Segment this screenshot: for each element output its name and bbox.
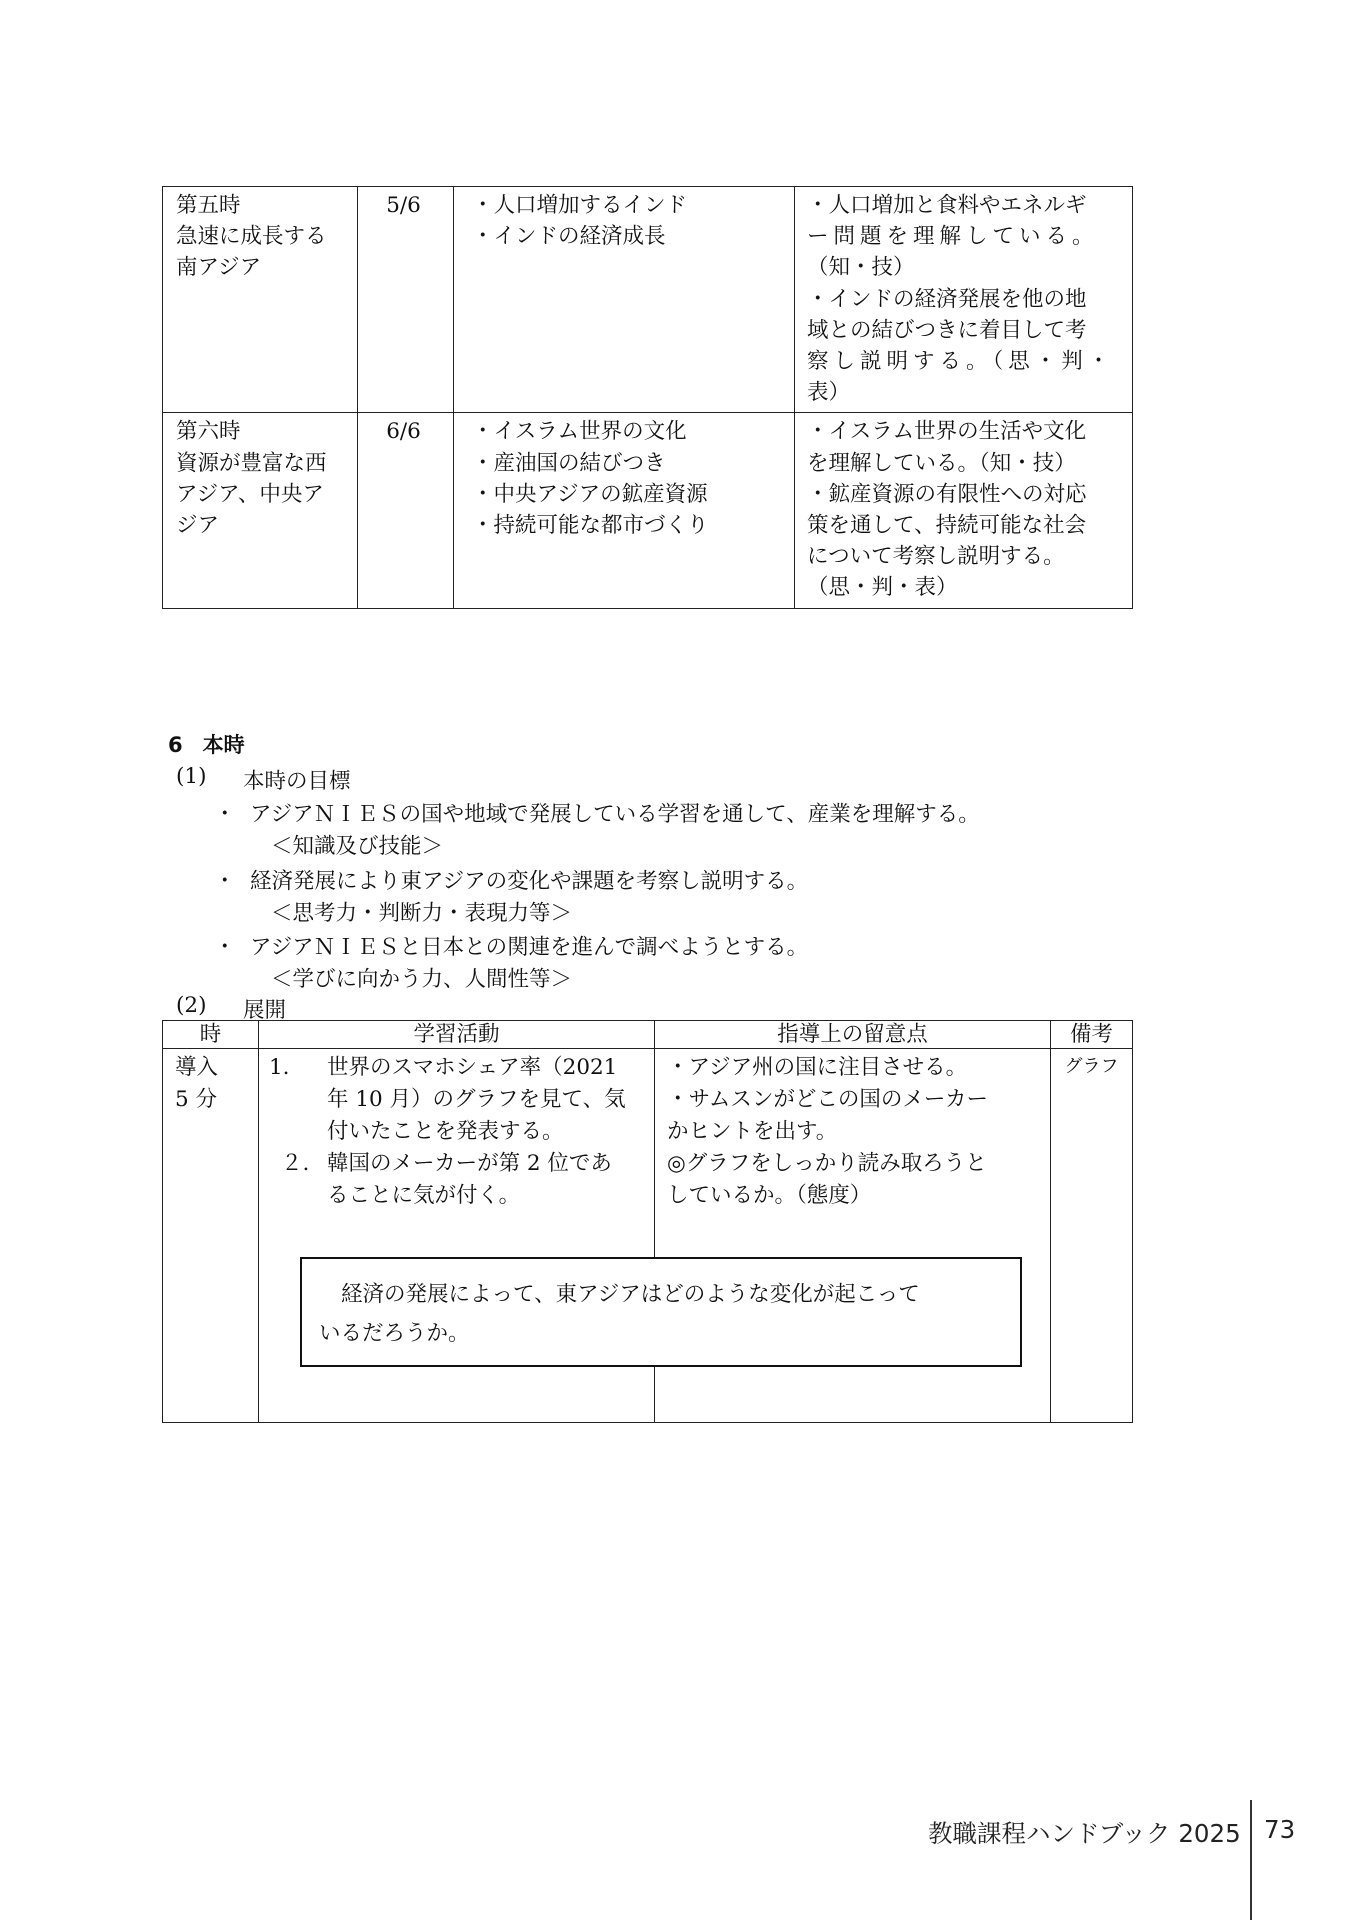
header-time: 時 (163, 1021, 259, 1049)
bullet: ・ (214, 802, 236, 827)
footer-title: 教職課程ハンドブック 2025 (928, 1819, 1241, 1848)
goal-category: ＜学びに向かう力、人間性等＞ (271, 967, 573, 992)
subsection-label: (2) (176, 993, 207, 1018)
notes-cell: グラフ (1051, 1049, 1133, 1423)
lesson-number-cell: 6/6 (358, 413, 454, 608)
activities-cell: ・イスラム世界の文化 ・産油国の結びつき ・中央アジアの鉱産資源 ・持続可能な都市づくり (454, 413, 795, 608)
lesson-period-cell: 第六時 資源が豊富な西 アジア、中央ア ジア (163, 413, 358, 608)
page-number: 73 (1264, 1815, 1296, 1844)
header-guidance: 指導上の留意点 (655, 1021, 1051, 1049)
activities-cell: 1. 世界のスマホシェア率（2021 年 10 月）のグラフを見て、気 付いたことを発表する。 ２. 韓国のメーカーが第 2 位であ ることに気が付く。 (259, 1049, 655, 1423)
activity-item: ２. 韓国のメーカーが第 2 位であ (281, 1151, 612, 1176)
table-header-row (163, 1021, 1133, 1049)
goal-category: ＜知識及び技能＞ (271, 834, 444, 859)
section-heading: 6 本時 (168, 733, 245, 757)
goal-text: アジアＮＩＥＳと日本との関連を進んで調べようとする。 (250, 935, 809, 960)
activities-cell: ・人口増加するインド ・インドの経済成長 (454, 187, 795, 413)
activity-item: 1. 世界のスマホシェア率（2021 (269, 1055, 618, 1080)
lesson-plan-table (162, 186, 1133, 609)
table-row (163, 413, 1133, 608)
header-notes: 備考 (1051, 1021, 1133, 1049)
goal-category: ＜思考力・判断力・表現力等＞ (271, 901, 573, 926)
subsection-label: (1) (176, 764, 207, 789)
lesson-period-cell: 第五時 急速に成長する 南アジア (163, 187, 358, 413)
subsection-title: 展開 (243, 998, 287, 1023)
footer-divider (1250, 1800, 1252, 1920)
subsection-title: 本時の目標 (243, 769, 351, 794)
evaluation-cell: ・イスラム世界の生活や文化 を理解している。（知・技） ・鉱産資源の有限性への対応 策を通して、持続可能な社会 について考察し説明する。 （思・判・表） (795, 413, 1133, 608)
goal-text: 経済発展により東アジアの変化や課題を考察し説明する。 (250, 869, 809, 894)
table-row (163, 187, 1133, 413)
bullet: ・ (214, 869, 236, 894)
guidance-cell: ・アジア州の国に注目させる。 ・サムスンがどこの国のメーカー かヒントを出す。 ◎グラフをしっかり読み取ろうと しているか。（態度） (655, 1049, 1051, 1423)
evaluation-cell: ・人口増加と食料やエネルギ ー問題を理解している。 （知・技） ・インドの経済発展を他の地 域との結びつきに着目して考 察し説明する。（思・判・ 表） (795, 187, 1133, 413)
lesson-number-cell: 5/6 (358, 187, 454, 413)
time-cell: 導入 5 分 (163, 1049, 259, 1423)
goal-text: アジアＮＩＥＳの国や地域で発展している学習を通して、産業を理解する。 (250, 802, 980, 827)
lesson-question-box: 経済の発展によって、東アジアはどのような変化が起こって いるだろうか。 (300, 1257, 1022, 1367)
bullet: ・ (214, 935, 236, 960)
header-activities: 学習活動 (259, 1021, 655, 1049)
